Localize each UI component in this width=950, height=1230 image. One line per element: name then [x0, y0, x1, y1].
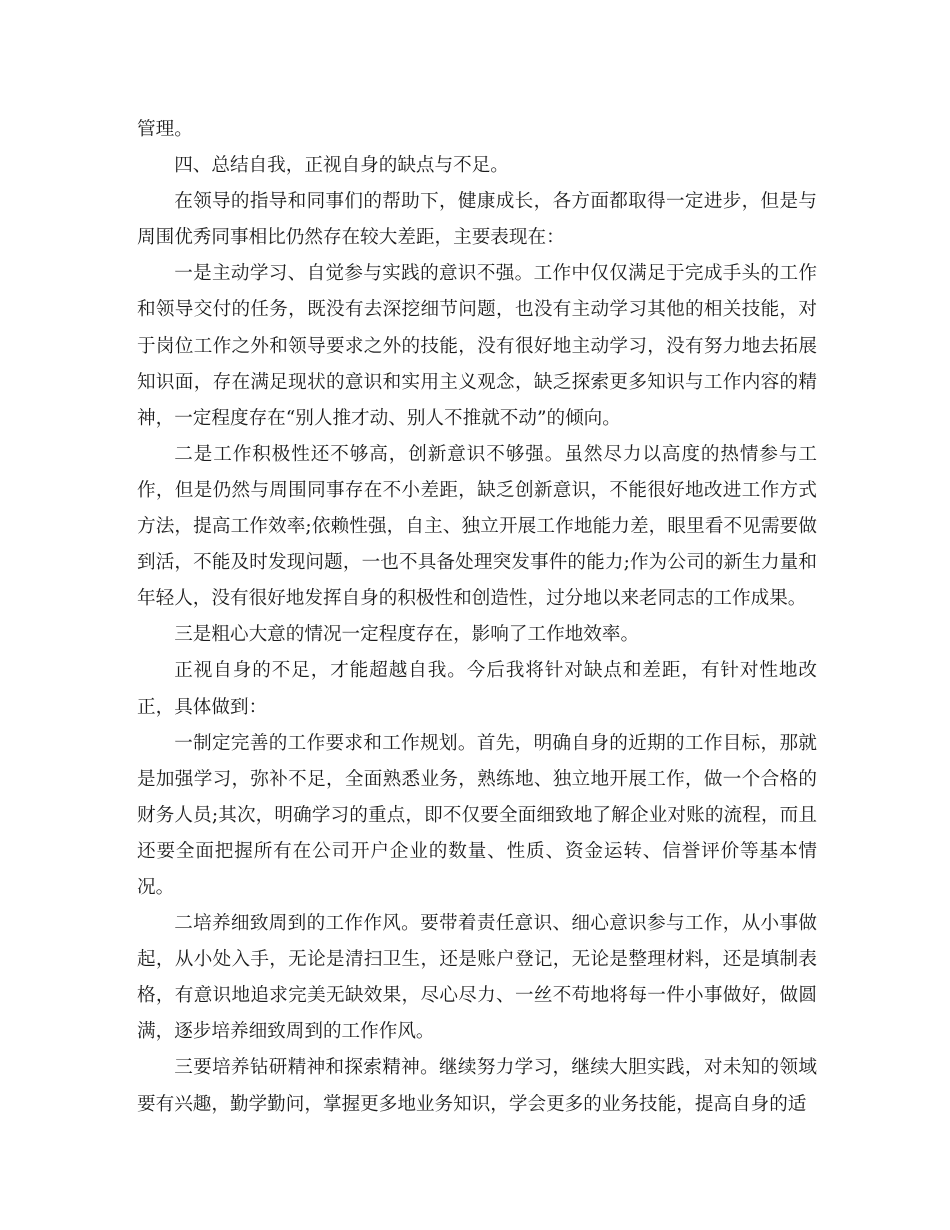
paragraph: 三要培养钻研精神和探索精神。继续努力学习，继续大胆实践，对未知的领域要有兴趣，勤学勤问，掌握更多地业务知识，学会更多的业务技能，提高自身的适 — [137, 1057, 817, 1115]
document-body — [137, 112, 817, 1123]
paragraph: 在领导的指导和同事们的帮助下，健康成长，各方面都取得一定进步，但是与周围优秀同事相比仍然存在较大差距，主要表现在： — [137, 191, 817, 249]
paragraph: 一制定完善的工作要求和工作规划。首先，明确自身的近期的工作目标，那就是加强学习，弥补不足，全面熟悉业务，熟练地、独立地开展工作，做一个合格的财务人员;其次，明确学习的重点，即不仅要全面细致地了解企业对账的流程，而且还要全面把握所有在公司开户企业的数量、性质、资金运转、信誉评价等基本情况。 — [137, 732, 817, 898]
paragraph-continuation: 管理。 — [137, 119, 193, 140]
paragraph: 二培养细致周到的工作作风。要带着责任意识、细心意识参与工作，从小事做起，从小处入手，无论是清扫卫生，还是账户登记，无论是整理材料，还是填制表格，有意识地追求完美无缺效果，尽心尽力、一丝不苟地将每一件小事做好，做圆满，逐步培养细致周到的工作作风。 — [137, 913, 817, 1043]
section-heading: 四、总结自我，正视自身的缺点与不足。 — [174, 155, 509, 177]
paragraph: 三是粗心大意的情况一定程度存在，影响了工作地效率。 — [174, 624, 640, 646]
paragraph: 二是工作积极性还不够高，创新意识不够强。虽然尽力以高度的热情参与工作，但是仍然与周围同事存在不小差距，缺乏创新意识，不能很好地改进工作方式方法，提高工作效率;依赖性强，自主、独立开展工作地能力差，眼里看不见需要做到活，不能及时发现问题，一也不具备处理突发事件的能力;作为公司的新生力量和年轻人，没有很好地发挥自身的积极性和创造性，过分地以来老同志的工作成果。 — [137, 443, 817, 610]
paragraph: 一是主动学习、自觉参与实践的意识不强。工作中仅仅满足于完成手头的工作和领导交付的任务，既没有去深挖细节问题，也没有主动学习其他的相关技能，对于岗位工作之外和领导要求之外的技能，没有很好地主动学习，没有努力地去拓展知识面，存在满足现状的意识和实用主义观念，缺乏探索更多知识与工作内容的精神，一定程度存在“别人推才动、别人不推就不动”的倾向。 — [137, 263, 817, 429]
paragraph: 正视自身的不足，才能超越自我。今后我将针对缺点和差距，有针对性地改正，具体做到： — [137, 660, 817, 718]
